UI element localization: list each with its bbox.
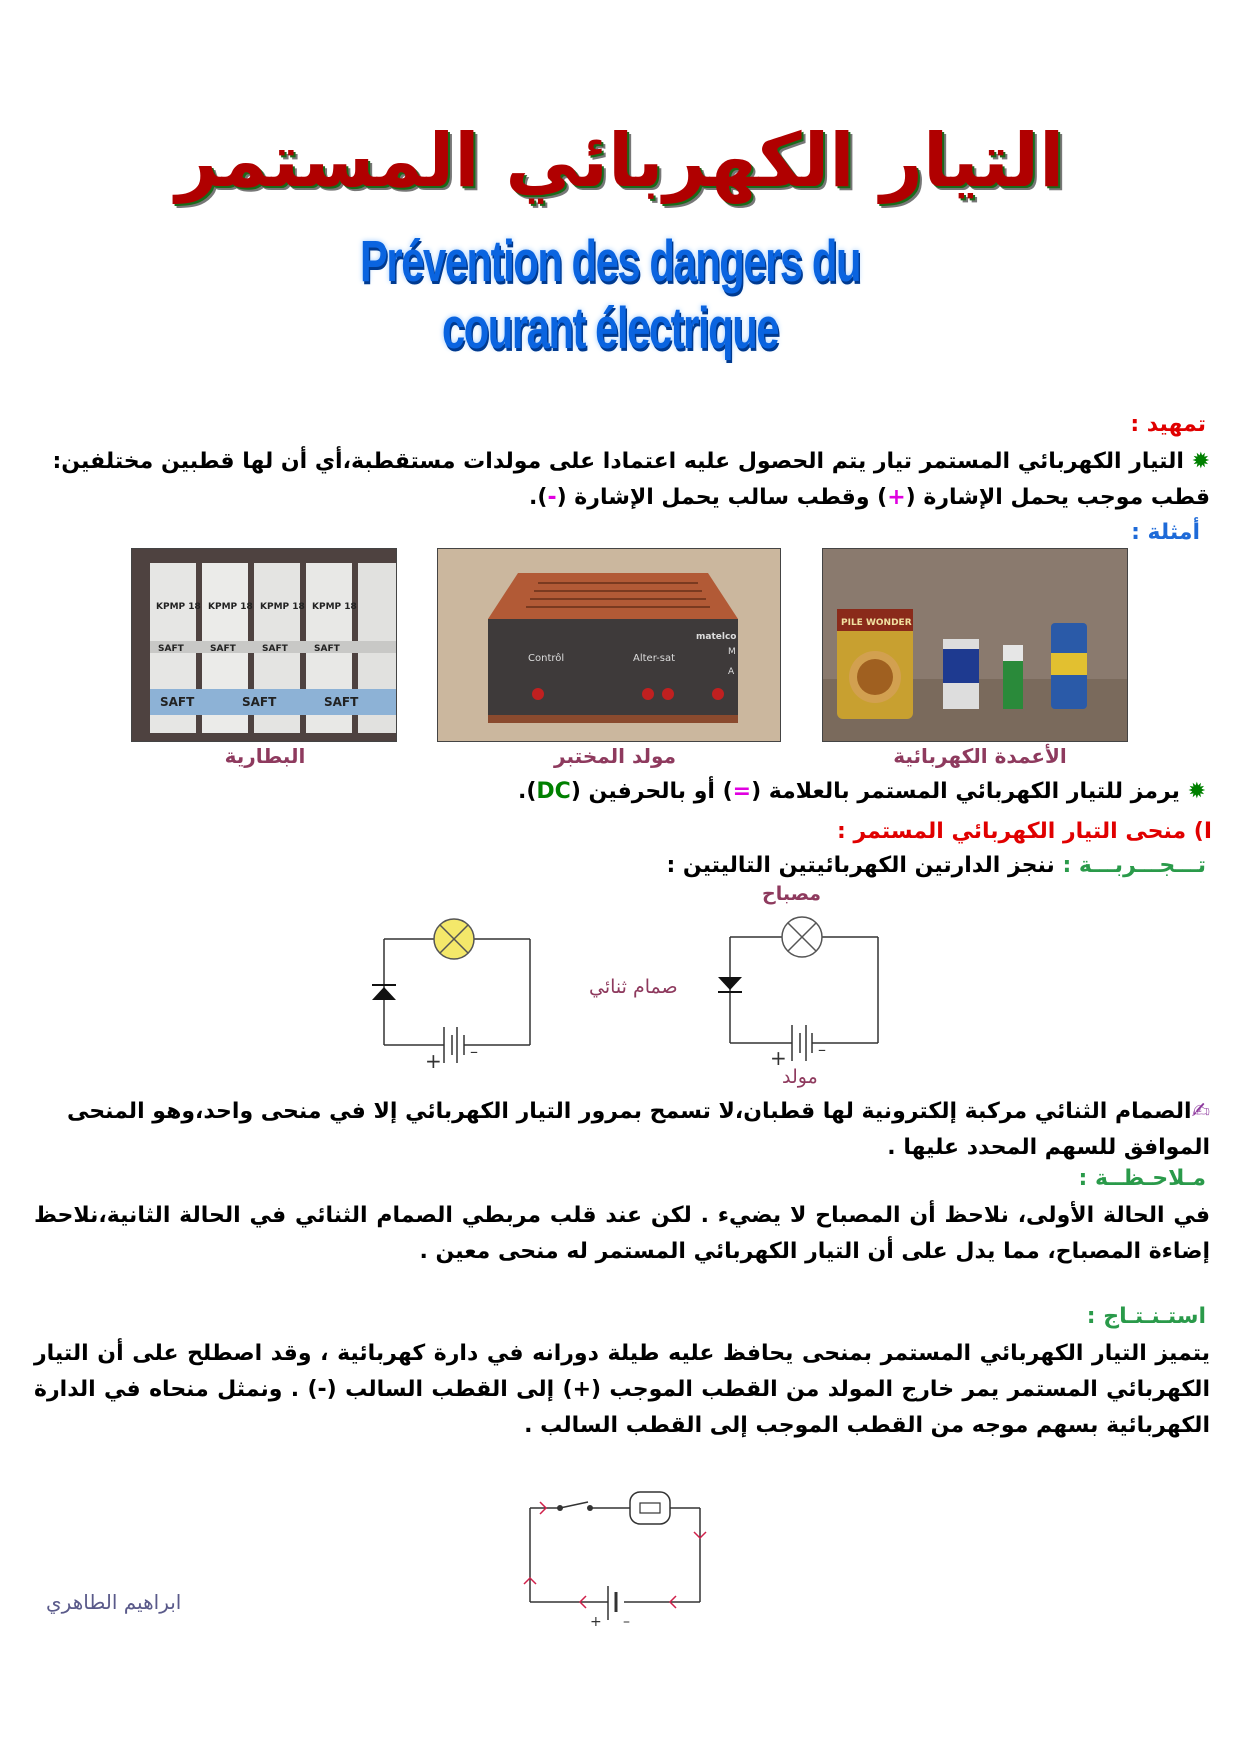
caption-battery: البطارية xyxy=(224,744,306,768)
svg-text:KPMP 18: KPMP 18 xyxy=(312,602,357,612)
diode-label: صمام ثنائي xyxy=(589,976,678,998)
note-heading: مـلاحـظــة : xyxy=(1078,1166,1206,1191)
experiment-text: ننجز الدارتين الكهربائيتين التاليتين : xyxy=(666,853,1055,878)
diode-icon xyxy=(372,985,396,1000)
current-direction-circuit xyxy=(520,1488,720,1628)
pencil-icon: ✍ xyxy=(1191,1099,1210,1124)
lab-generator-photo xyxy=(437,548,781,742)
symbol-paragraph: ✹ يرمز للتيار الكهربائي المستمر بالعلامة (=) أو بالحرفين (DC). xyxy=(518,779,1206,804)
conclusion-paragraph: يتميز التيار الكهربائي المستمر بمنحى يحافظ عليه طيلة دورانه في دارة كهربائية ، وقد اصطلح على أن التيار الكهربائي المستمر يمر خارج المولد من القطب الموجب (+) إلى القطب السالب (-) . ونمثل منحاه في الدارة الكهربائية بسهم موجه من القطب الموجب إلى القطب السالب . xyxy=(34,1341,1210,1438)
caption-electric-cells: الأعمدة الكهربائية xyxy=(893,744,1067,768)
battery-brand-label: SAFT xyxy=(158,644,184,654)
svg-text:–: – xyxy=(623,1614,630,1628)
svg-text:–: – xyxy=(818,1040,826,1059)
examples-heading: أمثلة : xyxy=(1131,520,1200,545)
intro-heading: تمهيد : xyxy=(1130,412,1206,437)
bullet-icon: ✹ xyxy=(1191,449,1210,474)
experiment-line xyxy=(400,848,1206,884)
author-name: ابراهيم الطاهري xyxy=(46,1590,182,1614)
caption-lab-generator: مولد المختبر xyxy=(554,744,676,768)
svg-text:SAFT: SAFT xyxy=(160,695,195,709)
svg-text:KPMP 18: KPMP 18 xyxy=(260,602,305,612)
electric-cells-photo xyxy=(822,548,1128,742)
bullet-icon: ✹ xyxy=(1187,779,1206,804)
generator-right-label: Alter-sat xyxy=(633,653,676,664)
svg-text:SAFT: SAFT xyxy=(262,644,288,654)
note-paragraph: في الحالة الأولى، نلاحظ أن المصباح لا يضيء . لكن عند قلب مربطي الصمام الثنائي في الحالة الثانية،نلاحظ إضاءة المصباح، مما يدل على أن التيار الكهربائي المستمر له منحى معين . xyxy=(34,1203,1210,1264)
svg-text:+: + xyxy=(590,1614,602,1628)
svg-text:A: A xyxy=(728,667,735,677)
svg-text:+: + xyxy=(425,1049,442,1073)
equal-sign: = xyxy=(732,779,752,804)
svg-text:SAFT: SAFT xyxy=(242,695,277,709)
generator-left-label: Contrôl xyxy=(528,653,565,664)
svg-text:+: + xyxy=(770,1046,787,1070)
switch-icon xyxy=(557,1505,563,1511)
svg-text:SAFT: SAFT xyxy=(210,644,236,654)
battery-model-label: KPMP 18 xyxy=(156,602,201,612)
diode-icon xyxy=(718,977,742,992)
main-title: التيار الكهربائي المستمر xyxy=(175,118,1065,204)
diode-paragraph: ✍الصمام الثنائي مركبة إلكترونية لها قطبان،لا تسمح بمرور التيار الكهربائي إلا في منحى واحد،وهو المنحى الموافق للسهم المحدد عليها . xyxy=(66,1099,1210,1160)
svg-text:KPMP 18: KPMP 18 xyxy=(208,602,253,612)
generator-label: مولد xyxy=(782,1066,818,1088)
experiment-label: تـــجـــربـــة : xyxy=(1062,853,1206,878)
dc-label: DC xyxy=(536,779,571,804)
intro-paragraph: ✹ التيار الكهربائي المستمر تيار يتم الحصول عليه اعتمادا على مولدات مستقطبة،أي أن لها قطبين مختلفين: قطب موجب يحمل الإشارة (+) وقطب سالب يحمل الإشارة (-). xyxy=(52,449,1210,510)
generator-brand-label: matelco xyxy=(696,632,737,642)
svg-text:SAFT: SAFT xyxy=(314,644,340,654)
plus-sign: + xyxy=(887,485,906,510)
section1-heading: I) منحى التيار الكهربائي المستمر : xyxy=(837,819,1212,844)
battery-photo xyxy=(131,548,397,742)
svg-text:M: M xyxy=(728,647,736,657)
minus-sign: - xyxy=(547,485,557,510)
svg-text:SAFT: SAFT xyxy=(324,695,359,709)
svg-text:–: – xyxy=(470,1042,478,1061)
conclusion-heading: استـنـتـاج : xyxy=(1086,1304,1206,1329)
lamp-label: مصباح xyxy=(762,883,822,905)
experiment-circuits xyxy=(360,905,900,1085)
pile-label: PILE WONDER xyxy=(841,618,912,628)
french-title: Prévention des dangers du courant électrique xyxy=(359,229,861,361)
